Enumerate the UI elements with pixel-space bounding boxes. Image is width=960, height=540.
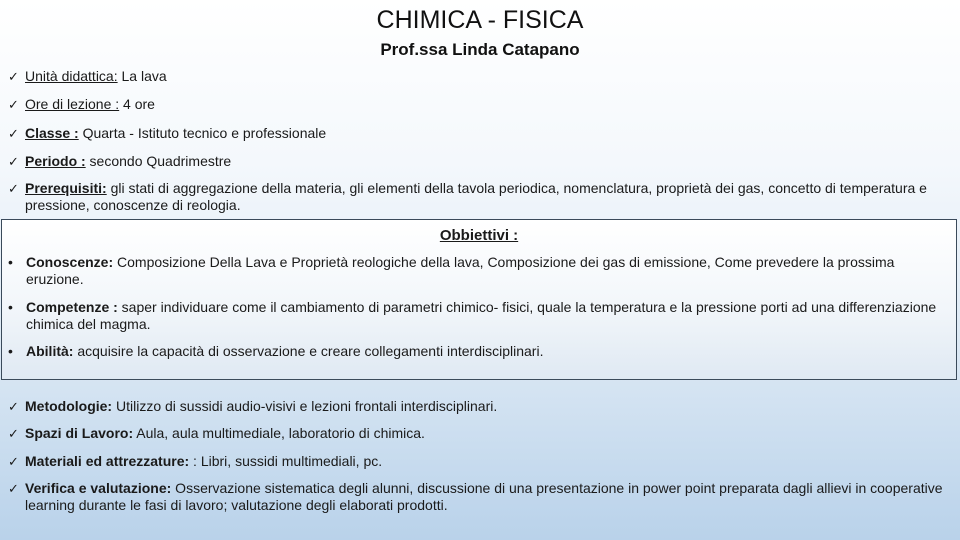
objective-conoscenze <box>8 254 950 288</box>
item-text: : Libri, sussidi multimediali, pc. <box>189 453 383 469</box>
item-text: Quarta - Istituto tecnico e professionale <box>78 125 327 141</box>
bullet-icon: • <box>8 299 13 315</box>
checkmark-icon: ✓ <box>8 97 19 112</box>
objective-label: Conoscenze: <box>26 254 114 270</box>
list-item-unita <box>8 68 953 85</box>
list-item-metodologie <box>8 398 953 415</box>
list-item-ore <box>8 96 953 113</box>
item-text: 4 ore <box>119 96 155 112</box>
checkmark-icon: ✓ <box>8 154 19 169</box>
objective-text: saper individuare come il cambiamento di parametri chimico- fisici, quale la temperatura e la pressione porti ad una differenziazione chimica del magma. <box>26 299 937 332</box>
bullet-icon: • <box>8 254 13 270</box>
slide-title: CHIMICA - FISICA <box>376 6 584 34</box>
objectives-box <box>1 219 957 380</box>
checkmark-icon: ✓ <box>8 399 19 414</box>
objectives-title: Obbiettivi : <box>439 227 519 244</box>
checkmark-icon: ✓ <box>8 181 19 196</box>
teacher-name: Prof.ssa Linda Catapano <box>380 40 580 59</box>
list-item-verifica <box>8 480 953 514</box>
objective-abilita <box>8 343 950 360</box>
list-item-periodo <box>8 153 953 170</box>
objective-text: Composizione Della Lava e Proprietà reologiche della lava, Composizione dei gas di emissione, Come prevedere la prossima eruzione. <box>26 254 895 287</box>
objective-text: acquisire la capacità di osservazione e creare collegamenti interdisciplinari. <box>73 343 544 359</box>
item-label: Unità didattica: <box>25 68 118 84</box>
bullet-icon: • <box>8 343 13 359</box>
item-text: Osservazione sistematica degli alunni, discussione di una presentazione in power point preparata dagli allievi in cooperative learning durante le fasi di lavoro; valutazione degli elaborati prodotti. <box>25 480 943 513</box>
item-text: Utilizzo di sussidi audio-visivi e lezioni frontali interdisciplinari. <box>112 398 498 414</box>
checkmark-icon: ✓ <box>8 69 19 84</box>
objective-competenze <box>8 299 950 333</box>
checkmark-icon: ✓ <box>8 426 19 441</box>
item-text: secondo Quadrimestre <box>85 153 232 169</box>
item-label: Metodologie: <box>25 398 113 414</box>
checkmark-icon: ✓ <box>8 126 19 141</box>
item-text: gli stati di aggregazione della materia, gli elementi della tavola periodica, nomenclatura, proprietà dei gas, concetto di temperatura e pressione, conoscenze di reologia. <box>25 180 927 213</box>
checkmark-icon: ✓ <box>8 454 19 469</box>
list-item-prerequisiti <box>8 180 953 214</box>
list-item-spazi <box>8 425 953 442</box>
objective-label: Abilità: <box>26 343 74 359</box>
objective-label: Competenze : <box>26 299 118 315</box>
item-label: Classe : <box>25 125 79 141</box>
item-text: Aula, aula multimediale, laboratorio di chimica. <box>133 425 425 441</box>
item-label: Prerequisiti: <box>25 180 107 196</box>
item-text: La lava <box>117 68 167 84</box>
list-item-classe <box>8 125 953 142</box>
item-label: Spazi di Lavoro: <box>25 425 134 441</box>
checkmark-icon: ✓ <box>8 481 19 496</box>
item-label: Periodo : <box>25 153 86 169</box>
item-label: Ore di lezione : <box>25 96 120 112</box>
item-label: Verifica e valutazione: <box>25 480 172 496</box>
list-item-materiali <box>8 453 953 470</box>
item-label: Materiali ed attrezzature: <box>25 453 190 469</box>
